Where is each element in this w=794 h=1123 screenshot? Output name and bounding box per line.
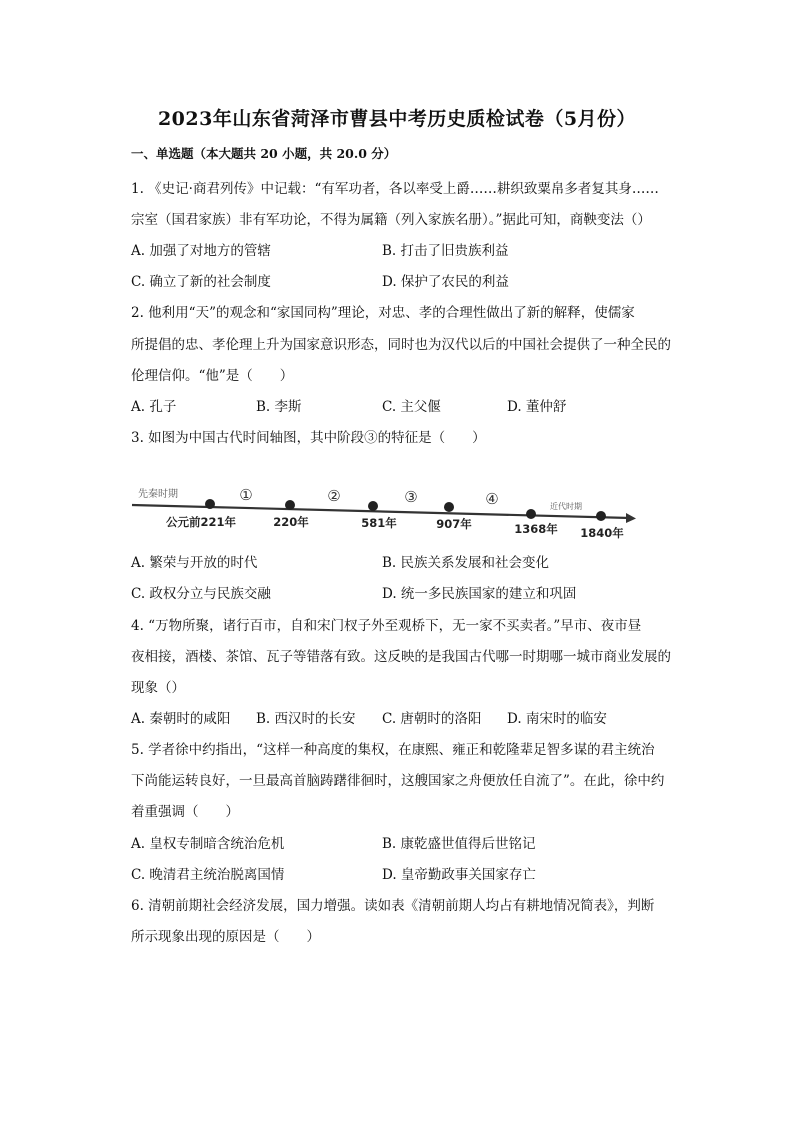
- timeline-end-label: 近代时期: [550, 502, 582, 511]
- timeline-node: [444, 502, 454, 512]
- question-1-option-c: C. 确立了新的社会制度: [131, 274, 271, 290]
- timeline-year-6: 1840年: [580, 526, 624, 540]
- timeline-year-4: 907年: [436, 517, 472, 531]
- question-5-line-1: 5. 学者徐中约指出，“这样一种高度的集权，在康熙、雍正和乾隆辈足智多谋的君主统治: [131, 742, 655, 758]
- question-1-line-1: 1. 《史记·商君列传》中记载：“有军功者，各以率受上爵……耕织致粟帛多者复其身……: [131, 181, 659, 197]
- question-5-line-2: 下尚能运转良好，一旦最高首脑踌躇徘徊时，这艘国家之舟便放任自流了”。在此，徐中约: [131, 773, 665, 789]
- question-3-option-d: D. 统一多民族国家的建立和巩固: [382, 586, 577, 602]
- timeline-year-3: 581年: [361, 516, 397, 530]
- timeline-year-2: 220年: [273, 515, 309, 529]
- question-2-option-d: D. 董仲舒: [507, 399, 567, 415]
- question-1-line-2: 宗室（国君家族）非有军功论，不得为属籍（列入家族名册）。”据此可知，商鞅变法（）: [131, 212, 651, 228]
- question-1-option-a: A. 加强了对地方的管辖: [131, 243, 271, 259]
- question-5-option-a: A. 皇权专制暗含统治危机: [131, 836, 285, 852]
- timeline-stage-2: ②: [327, 487, 341, 505]
- timeline-year-1: 公元前221年: [165, 515, 237, 529]
- timeline-figure: [130, 482, 636, 542]
- question-4-line-2: 夜相接，酒楼、茶馆、瓦子等错落有致。这反映的是我国古代哪一时期哪一城市商业发展的: [131, 649, 671, 665]
- question-3-line-1: 3. 如图为中国古代时间轴图，其中阶段③的特征是（ ）: [131, 430, 486, 446]
- question-2-option-c: C. 主父偃: [382, 399, 441, 415]
- question-2-option-a: A. 孔子: [131, 399, 177, 415]
- timeline-year-5: 1368年: [514, 522, 558, 536]
- question-2-line-2: 所提倡的忠、孝伦理上升为国家意识形态，同时也为汉代以后的中国社会提供了一种全民的: [131, 337, 671, 353]
- question-3-option-c: C. 政权分立与民族交融: [131, 586, 271, 602]
- question-1-option-d: D. 保护了农民的利益: [382, 274, 509, 290]
- timeline-node: [596, 511, 606, 521]
- question-5-option-c: C. 晚清君主统治脱离国情: [131, 867, 285, 883]
- timeline-stage-1: ①: [239, 486, 253, 504]
- timeline-stage-3: ③: [404, 488, 418, 506]
- question-5-option-d: D. 皇帝勤政事关国家存亡: [382, 867, 536, 883]
- question-4-option-c: C. 唐朝时的洛阳: [382, 711, 482, 727]
- question-2-option-b: B. 李斯: [256, 399, 302, 415]
- timeline-start-label: 先秦时期: [138, 489, 178, 500]
- timeline-node: [285, 500, 295, 510]
- question-4-line-1: 4. “万物所聚，诸行百市，自和宋门杈子外至观桥下，无一家不买卖者。”早市、夜市昼: [131, 618, 642, 634]
- question-4-option-a: A. 秦朝时的咸阳: [131, 711, 231, 727]
- exam-title: 2023年山东省菏泽市曹县中考历史质检试卷（5月份）: [157, 108, 637, 130]
- question-6-line-1: 6. 清朝前期社会经济发展，国力增强。读如表《清朝前期人均占有耕地情况简表》，判断: [131, 898, 655, 914]
- timeline-node: [526, 509, 536, 519]
- question-4-line-3: 现象（）: [131, 680, 185, 696]
- timeline-stage-4: ④: [485, 490, 499, 508]
- question-3-option-b: B. 民族关系发展和社会变化: [382, 555, 550, 571]
- section-heading: 一、单选题（本大题共 20 小题，共 20.0 分）: [131, 146, 397, 161]
- question-2-line-3: 伦理信仰。“他”是（ ）: [131, 368, 294, 384]
- question-1-option-b: B. 打击了旧贵族利益: [382, 243, 509, 259]
- question-3-option-a: A. 繁荣与开放的时代: [131, 555, 258, 571]
- timeline-node: [205, 499, 215, 509]
- question-6-line-2: 所示现象出现的原因是（ ）: [131, 929, 320, 945]
- question-5-line-3: 着重强调（ ）: [131, 804, 239, 820]
- question-4-option-d: D. 南宋时的临安: [507, 711, 607, 727]
- timeline-node: [368, 501, 378, 511]
- timeline-arrow-icon: [626, 513, 636, 523]
- question-4-option-b: B. 西汉时的长安: [256, 711, 356, 727]
- question-2-line-1: 2. 他利用“天”的观念和“家国同构”理论，对忠、孝的合理性做出了新的解释，使儒家: [131, 305, 635, 321]
- question-5-option-b: B. 康乾盛世值得后世铭记: [382, 836, 536, 852]
